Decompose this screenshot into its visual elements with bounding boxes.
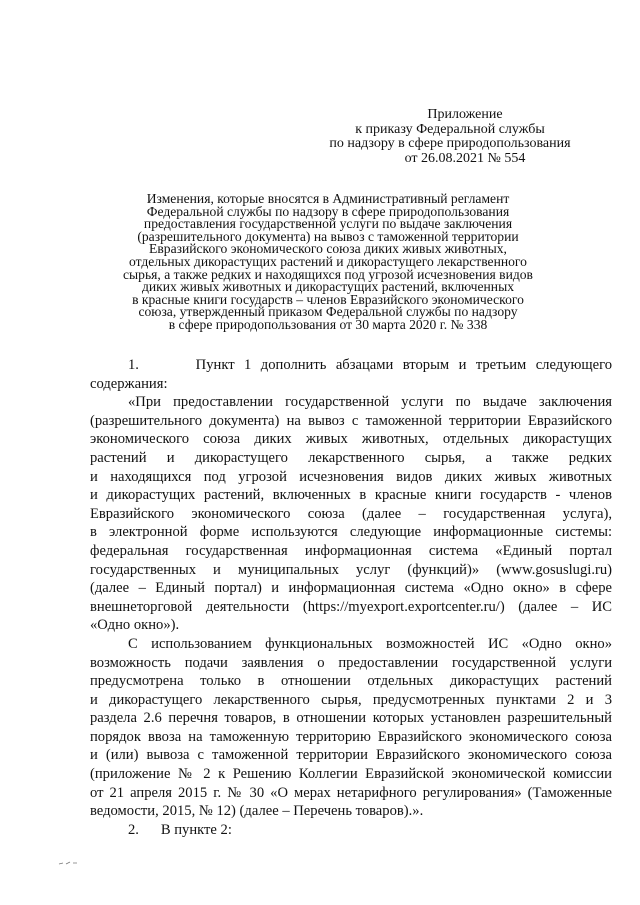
paragraph-line: раздела 2.6 перечня товаров, в отношении которых установлен разрешительный <box>90 710 612 727</box>
paragraph-line: (приложение № 2 к Решению Коллегии Евразийской экономической комиссии <box>90 766 612 783</box>
title-line: союза, утвержденный приказом Федеральной службы по надзору <box>138 304 518 320</box>
title-line: сырья, а также редких и находящихся под угрозой исчезновения видов <box>123 266 533 282</box>
paragraph-line: в электронной форме используются следующие информационные системы: <box>90 524 612 541</box>
title-line: в сфере природопользования от 30 марта 2020 г. № 338 <box>168 316 488 332</box>
title-line: диких живых животных и дикорастущих растений, включенных <box>141 279 515 295</box>
appendix-date: от 26.08.2021 № 554 <box>404 150 526 166</box>
title-line: Федеральной службы по надзору в сфере природопользования <box>146 203 510 219</box>
paragraph-line: растений и дикорастущего лекарственного сырья, а также редких <box>90 449 612 466</box>
paragraph-line: предусмотрена только в отношении отдельных дикорастущих растений <box>90 673 612 690</box>
paragraph-1 <box>90 393 612 635</box>
appendix-line: Приложение <box>427 107 503 122</box>
paragraph-line: государственных и муниципальных услуг (функций)» (www.gosuslugi.ru) <box>90 561 612 578</box>
paragraph-line: возможность подачи заявления о предоставлении государственной услуги <box>90 654 612 671</box>
paragraph-line: «Одно окно»). <box>90 617 180 634</box>
paragraph-line: и дикорастущего лекарственного сырья, предусмотренных пунктами 2 и 3 <box>90 691 612 708</box>
item-2 <box>90 821 612 840</box>
item-1-line: 1. Пункт 1 дополнить абзацами вторым и третьим следующего <box>128 357 612 373</box>
appendix-line: к приказу Федеральной службы <box>355 121 545 137</box>
appendix-line: по надзору в сфере природопользования <box>329 136 571 151</box>
paragraph-line: С использованием функциональных возможностей ИС «Одно окно» <box>128 635 612 652</box>
paragraph-line: порядок ввоза на таможенную территорию Евразийского экономического союза <box>90 728 612 745</box>
paragraph-line: федеральная государственная информационная система «Единый портал <box>90 542 612 559</box>
paragraph-line: (далее – Единый портал) и информационная система «Одно окно» в сфере <box>90 580 612 597</box>
item-2-line: 2. В пункте 2: <box>128 821 232 838</box>
title-line: отдельных дикорастущих растений и дикорастущего лекарственного <box>129 253 527 269</box>
document-body <box>90 356 612 839</box>
paragraph-line: и находящихся под угрозой исчезновения видов диких живых животных <box>90 468 612 485</box>
title-line: в красные книги государств – членов Евразийского экономического <box>132 291 524 307</box>
paragraph-line: экономического союза диких живых животных, отдельных дикорастущих <box>90 431 612 448</box>
document-title <box>92 193 564 332</box>
title-line: Изменения, которые вносятся в Административный регламент <box>146 191 510 206</box>
paragraph-line: Евразийского экономического союза (далее – государственная услуга), <box>90 505 612 522</box>
paragraph-line: и дикорастущих растений, включенных в красные книги государств - членов <box>90 487 612 504</box>
paragraph-line: от 21 апреля 2015 г. № 30 «О мерах нетарифного регулирования» (Таможенные <box>90 784 612 801</box>
paragraph-2 <box>90 635 612 821</box>
title-line: (разрешительного документа) на вывоз с таможенной территории <box>137 228 519 244</box>
item-1 <box>90 356 612 393</box>
paragraph-line: «При предоставлении государственной услуги по выдаче заключения <box>128 394 612 411</box>
paragraph-line: и (или) вывоза с таможенной территории Евразийского экономического союза <box>90 747 612 764</box>
title-line: Евразийского экономического союза диких живых животных, <box>149 241 507 257</box>
appendix-header <box>300 108 600 166</box>
paragraph-line: ведомости, 2015, № 12) (далее – Перечень товаров).». <box>90 803 424 820</box>
item-1-line: содержания: <box>90 375 168 392</box>
scan-artifact <box>58 860 88 866</box>
paragraph-line: внешнеторговой деятельности (https://myexport.exportcenter.ru/) (далее – ИС <box>90 598 612 615</box>
title-line: предоставления государственной услуги по выдаче заключения <box>143 216 513 232</box>
paragraph-line: (разрешительного документа) на вывоз с таможенной территории Евразийского <box>90 412 612 429</box>
